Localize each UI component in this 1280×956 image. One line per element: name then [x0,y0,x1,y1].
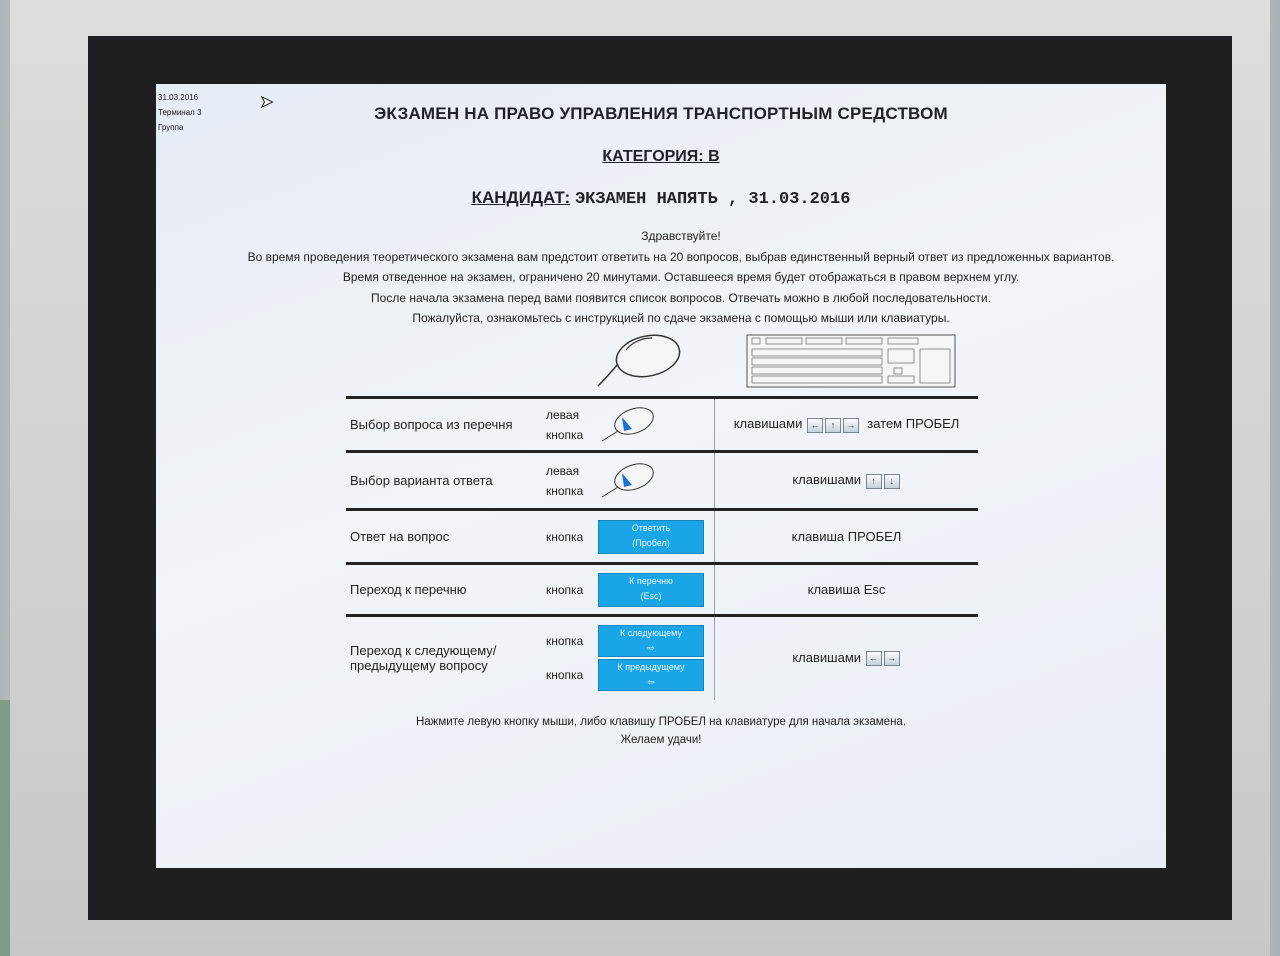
keys-label: клавишами [792,650,862,666]
intro-line-2: Время отведенное на экзамен, ограничено 20 минутами. Оставшееся время будет отображаться в правом верхнем углу. [342,270,1020,284]
intro-line-3: После начала экзамена перед вами появится список вопросов. Отвечать можно в любой последовательности. [371,290,991,305]
session-date: 31.03.2016 [158,93,199,102]
cursor-arrow-icon: ➤ [260,94,274,111]
button-method: кнопка [546,582,584,597]
then-space-label: затем ПРОБЕЛ [867,416,960,432]
table-row [346,616,978,700]
candidate-line [156,188,1166,209]
keys-label: клавишами [792,472,862,488]
mouse-left-click-icon [598,398,715,452]
mouse-method: левая кнопка [546,463,584,498]
table-row [346,564,978,616]
table-row [346,510,978,564]
button-method: кнопка [546,529,584,544]
footer-text [156,713,1166,749]
instruction-table [346,396,978,700]
keyboard-method-to-list: клавиша Esc [715,564,979,616]
terminal-number: Терминал 3 [158,108,202,117]
answer-button[interactable]: Ответить (Пробел) [598,520,704,554]
mouse-method: левая кнопка [546,407,584,442]
greeting: Здравствуйте! [641,229,721,243]
arrow-down-key-icon: ↓ [884,474,900,489]
action-next-prev: Переход к следующему/предыдущему вопросу [350,643,497,674]
intro-line-4: Пожалуйста, ознакомьтесь с инструкцией по сдаче экзамена с помощью мыши или клавиатуры. [412,311,950,325]
keys-label: клавишами [733,416,803,432]
action-to-list: Переход к перечню [350,582,467,597]
prev-question-button[interactable]: К предыдущему ⇦ [598,659,704,691]
action-answer: Ответ на вопрос [350,529,450,544]
keyboard-method-select-answer [715,452,979,510]
exam-screen[interactable] [156,84,1166,868]
candidate-label: КАНДИДАТ: [471,188,571,207]
candidate-name: ЭКЗАМЕН НАПЯТЬ , 31.03.2016 [574,190,851,209]
button-method: кнопка кнопка [546,634,584,683]
arrow-right-key-icon: → [843,418,859,433]
mouse-icon [596,330,696,390]
group-label: Группа [158,123,184,132]
keyboard-method-answer: клавиша ПРОБЕЛ [715,510,979,564]
arrow-up-key-icon: ↑ [866,474,882,489]
keyboard-icon [746,334,956,388]
category-label: КАТЕГОРИЯ: В [602,148,720,165]
action-select-question: Выбор вопроса из перечня [350,417,513,432]
to-list-button[interactable]: К перечню (Esc) [598,573,704,607]
good-luck-text: Желаем удачи! [620,734,702,746]
arrow-right-key-icon: → [884,651,900,666]
start-instruction: Нажмите левую кнопку мыши, либо клавишу ПРОБЕЛ на клавиатуре для начала экзамена. [415,716,907,728]
page-title: ЭКЗАМЕН НА ПРАВО УПРАВЛЕНИЯ ТРАНСПОРТНЫМ СРЕДСТВОМ [374,104,948,123]
table-row [346,398,978,452]
arrow-up-down-key-icon: ↑ [825,418,841,433]
mouse-left-click-icon [598,452,715,510]
table-row [346,452,978,510]
keyboard-method-select-question [715,398,979,452]
next-question-button[interactable]: К следующему ⇨ [598,625,704,657]
intro-text [196,226,1166,329]
arrow-left-key-icon: ← [807,418,823,433]
arrow-left-key-icon: ← [866,651,882,666]
keyboard-method-next-prev [715,616,979,700]
intro-line-1: Во время проведения теоретического экзамена вам предстоит ответить на 20 вопросов, выбрав единственный верный ответ из предложенных вариантов. [247,249,1115,264]
action-select-answer: Выбор варианта ответа [350,473,493,488]
